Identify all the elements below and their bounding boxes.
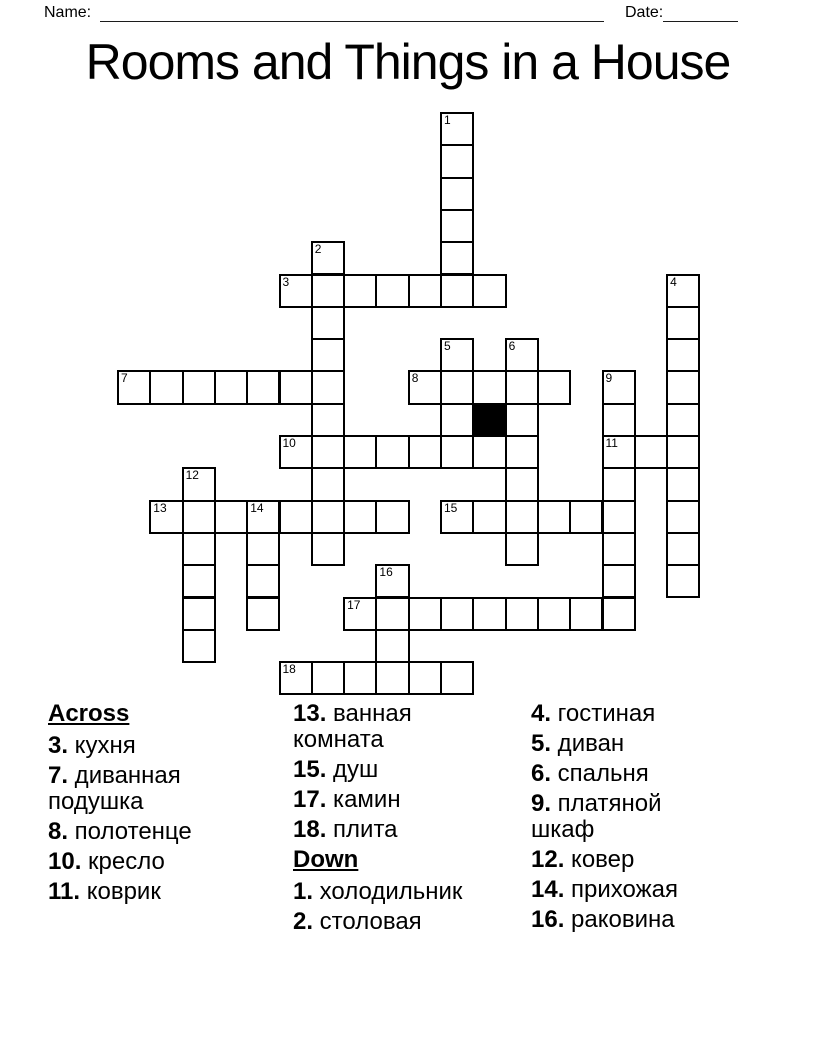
grid-cell[interactable] (311, 274, 345, 308)
grid-cell[interactable] (440, 177, 474, 211)
grid-cell[interactable] (375, 500, 409, 534)
clue-item: 12. ковер (531, 846, 635, 873)
grid-cell[interactable] (602, 532, 636, 566)
grid-cell-number: 18 (282, 662, 296, 677)
clue-number: 15. (293, 756, 327, 783)
date-label: Date: (625, 4, 664, 21)
grid-cell[interactable] (440, 597, 474, 631)
clues-across-header: Across (48, 700, 130, 727)
grid-cell-number: 13 (153, 500, 167, 515)
grid-cell[interactable] (505, 338, 539, 372)
clue-item: 13. ванная комната (293, 700, 412, 753)
grid-cell[interactable] (666, 467, 700, 501)
grid-cell[interactable] (117, 370, 151, 404)
clue-number: 16. (531, 906, 565, 933)
clue-number: 6. (531, 760, 552, 787)
grid-cell[interactable] (343, 661, 377, 695)
grid-cell[interactable] (343, 597, 377, 631)
grid-cell-number: 16 (379, 565, 393, 580)
grid-cell-number: 4 (670, 274, 677, 289)
grid-cell-number: 17 (347, 597, 361, 612)
grid-cell[interactable] (375, 274, 409, 308)
name-label: Name: (44, 4, 92, 21)
grid-cell[interactable] (569, 597, 603, 631)
clue-item: 9. платяной шкаф (531, 790, 662, 843)
clue-number: 1. (293, 878, 314, 905)
grid-cell[interactable] (569, 500, 603, 534)
grid-cell[interactable] (602, 403, 636, 437)
grid-cell[interactable] (279, 435, 313, 469)
grid-cell[interactable] (343, 274, 377, 308)
grid-cell[interactable] (440, 435, 474, 469)
grid-cell[interactable] (472, 435, 506, 469)
grid-cell[interactable] (279, 274, 313, 308)
grid-cell[interactable] (440, 241, 474, 275)
grid-cell[interactable] (311, 306, 345, 340)
clue-item: 16. раковина (531, 906, 675, 933)
clue-number: 13. (293, 700, 327, 727)
grid-cell[interactable] (537, 500, 571, 534)
grid-cell[interactable] (279, 661, 313, 695)
grid-cell[interactable] (602, 435, 636, 469)
grid-cell[interactable] (602, 564, 636, 598)
grid-cell[interactable] (505, 597, 539, 631)
clue-item: 4. гостиная (531, 700, 656, 727)
grid-cell[interactable] (149, 500, 183, 534)
grid-cell[interactable] (602, 467, 636, 501)
grid-cell[interactable] (440, 370, 474, 404)
clue-number: 4. (531, 700, 552, 727)
grid-cell[interactable] (634, 435, 668, 469)
clue-number: 12. (531, 846, 565, 873)
grid-cell[interactable] (279, 500, 313, 534)
clue-item: 10. кресло (48, 848, 165, 875)
clue-item: 6. спальня (531, 760, 649, 787)
clue-item: 8. полотенце (48, 818, 192, 845)
clues-down-header: Down (293, 846, 359, 873)
grid-cell[interactable] (311, 661, 345, 695)
grid-cell[interactable] (182, 564, 216, 598)
grid-cell[interactable] (537, 597, 571, 631)
clue-number: 11. (48, 878, 81, 905)
grid-cell-number: 8 (411, 371, 419, 386)
grid-cell-number: 10 (282, 436, 296, 450)
grid-cell[interactable] (505, 500, 539, 534)
grid-cell-number: 1 (444, 113, 451, 127)
grid-cell[interactable] (666, 274, 700, 308)
grid-cell[interactable] (311, 532, 345, 566)
clue-column-1 (48, 701, 240, 909)
grid-cell[interactable] (472, 597, 506, 631)
clue-column-3 (531, 701, 723, 937)
clue-number: 14. (531, 876, 565, 903)
grid-cell[interactable] (440, 338, 474, 372)
grid-cell[interactable] (246, 370, 280, 404)
clue-item: 7. диванная подушка (48, 762, 181, 815)
grid-cell[interactable] (246, 500, 280, 534)
grid-cell[interactable] (311, 241, 345, 275)
grid-cell[interactable] (602, 597, 636, 631)
grid-cell[interactable] (343, 435, 377, 469)
grid-cell[interactable] (246, 564, 280, 598)
grid-cell[interactable] (311, 338, 345, 372)
grid-cell[interactable] (440, 661, 474, 695)
grid-cell-number: 9 (605, 371, 613, 386)
clue-item: 15. душ (293, 756, 379, 783)
clue-number: 3. (48, 732, 69, 759)
grid-cell-number: 14 (250, 500, 264, 515)
grid-cell[interactable] (408, 370, 442, 404)
grid-cell[interactable] (408, 661, 442, 695)
grid-cell[interactable] (505, 435, 539, 469)
grid-cell-number: 2 (314, 242, 322, 257)
grid-cell[interactable] (311, 467, 345, 501)
grid-cell[interactable] (214, 500, 248, 534)
clue-column-2 (293, 701, 485, 939)
grid-cell[interactable] (279, 370, 313, 404)
grid-cell[interactable] (505, 403, 539, 437)
grid-cell[interactable] (505, 467, 539, 501)
grid-cell[interactable] (472, 274, 506, 308)
grid-cell[interactable] (311, 500, 345, 534)
grid-cell-number: 15 (444, 500, 458, 515)
clue-number: 17. (293, 786, 327, 813)
grid-cell[interactable] (311, 403, 345, 437)
grid-black-cell (472, 403, 506, 437)
grid-cell[interactable] (537, 370, 571, 404)
grid-cell[interactable] (666, 564, 700, 598)
grid-cell[interactable] (440, 144, 474, 178)
grid-cell[interactable] (440, 209, 474, 243)
clue-item: 1. холодильник (293, 878, 463, 905)
clue-number: 18. (293, 816, 327, 843)
grid-cell-number: 5 (444, 339, 451, 354)
grid-cell[interactable] (375, 661, 409, 695)
grid-cell-number: 3 (282, 274, 290, 289)
grid-cell-number: 7 (121, 371, 128, 386)
grid-cell[interactable] (602, 500, 636, 534)
grid-cell[interactable] (505, 532, 539, 566)
grid-cell[interactable] (246, 532, 280, 566)
clue-item: 5. диван (531, 730, 625, 757)
clue-item: 14. прихожая (531, 876, 678, 903)
grid-cell[interactable] (505, 370, 539, 404)
clue-number: 7. (48, 762, 69, 789)
grid-cell[interactable] (408, 274, 442, 308)
grid-cell-number: 11 (605, 436, 618, 450)
grid-cell[interactable] (311, 370, 345, 404)
grid-cell[interactable] (408, 597, 442, 631)
clue-item: 11. коврик (48, 878, 161, 905)
grid-cell[interactable] (666, 532, 700, 566)
puzzle-title: Rooms and Things in a House (85, 34, 731, 90)
grid-cell[interactable] (375, 564, 409, 598)
grid-cell[interactable] (408, 435, 442, 469)
grid-cell[interactable] (311, 435, 345, 469)
grid-cell[interactable] (182, 597, 216, 631)
grid-cell[interactable] (214, 370, 248, 404)
grid-cell[interactable] (666, 403, 700, 437)
clue-number: 8. (48, 818, 69, 845)
grid-cell[interactable] (602, 370, 636, 404)
grid-cell[interactable] (375, 597, 409, 631)
grid-cell[interactable] (149, 370, 183, 404)
clue-item: 2. столовая (293, 908, 422, 935)
grid-cell[interactable] (182, 500, 216, 534)
grid-cell[interactable] (182, 467, 216, 501)
clue-item: 3. кухня (48, 732, 136, 759)
grid-cell[interactable] (666, 500, 700, 534)
grid-cell[interactable] (182, 629, 216, 663)
grid-cell[interactable] (440, 500, 474, 534)
grid-cell[interactable] (182, 532, 216, 566)
grid-cell[interactable] (440, 403, 474, 437)
grid-cell-number: 12 (185, 468, 199, 483)
clue-item: 17. камин (293, 786, 401, 813)
grid-cell[interactable] (666, 306, 700, 340)
grid-cell[interactable] (182, 370, 216, 404)
grid-cell[interactable] (666, 435, 700, 469)
grid-cell[interactable] (375, 629, 409, 663)
clue-number: 5. (531, 730, 552, 757)
clue-number: 2. (293, 908, 314, 935)
clue-number: 9. (531, 790, 552, 817)
grid-cell[interactable] (666, 370, 700, 404)
grid-cell[interactable] (440, 274, 474, 308)
grid-cell[interactable] (472, 500, 506, 534)
grid-cell[interactable] (440, 112, 474, 146)
grid-cell[interactable] (666, 338, 700, 372)
clue-number: 10. (48, 848, 82, 875)
grid-cell[interactable] (246, 597, 280, 631)
grid-cell[interactable] (375, 435, 409, 469)
clue-item: 18. плита (293, 816, 398, 843)
grid-cell-number: 6 (508, 339, 516, 354)
grid-cell[interactable] (343, 500, 377, 534)
grid-cell[interactable] (472, 370, 506, 404)
